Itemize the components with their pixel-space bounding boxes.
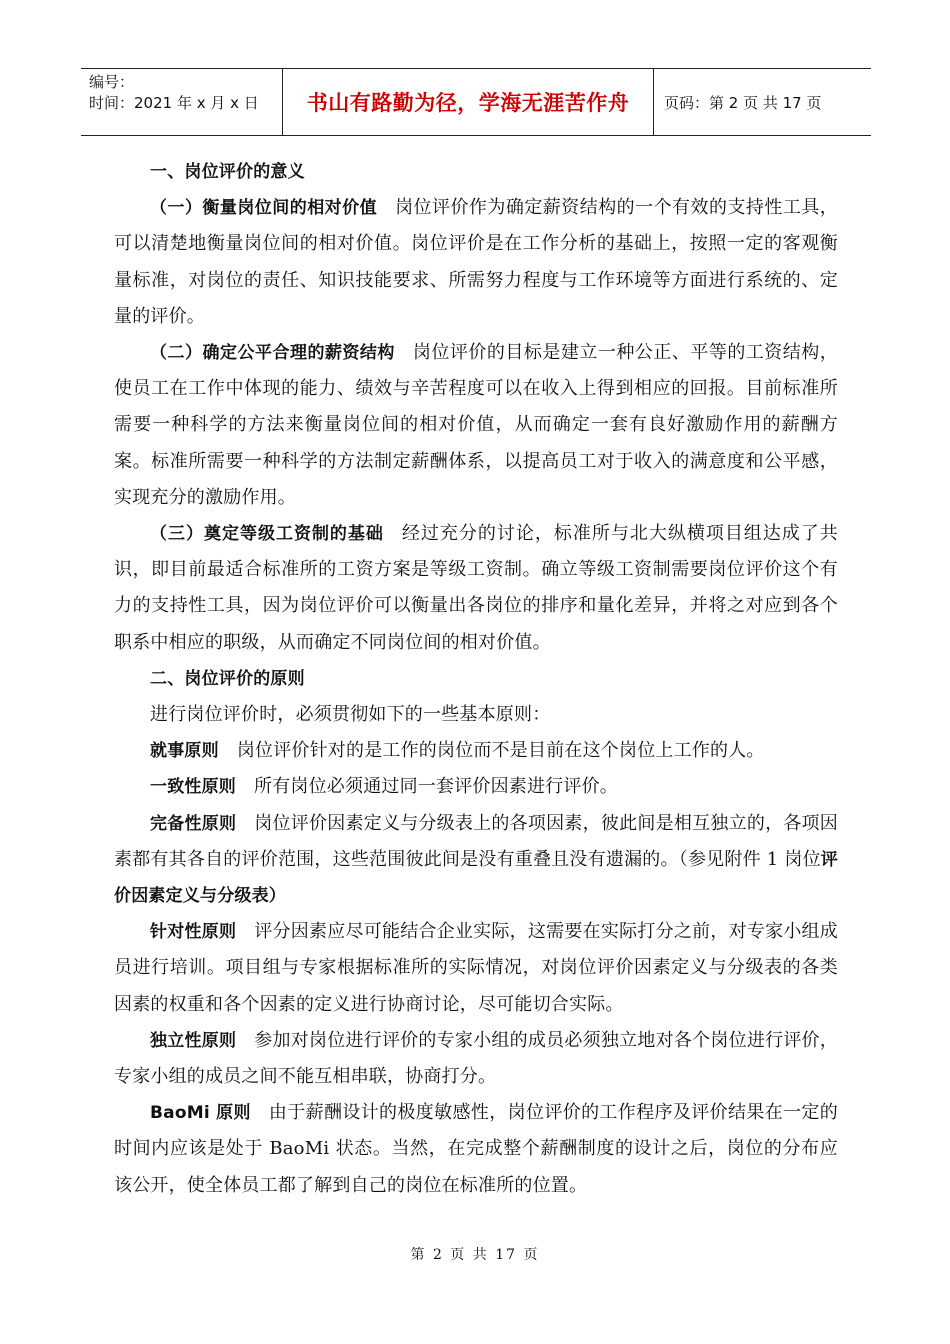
header-meta xyxy=(81,69,282,135)
paragraph xyxy=(114,516,838,661)
paragraph-term: 一致性原则 xyxy=(150,777,236,798)
paragraph xyxy=(114,1023,838,1095)
paragraph xyxy=(114,335,838,516)
paragraph xyxy=(114,1095,838,1204)
paragraph-text: 所有岗位必须通过同一套评价因素进行评价。 xyxy=(254,776,618,798)
paragraph-term: 独立性原则 xyxy=(150,1030,237,1051)
document-number-label: 编号： xyxy=(89,73,135,91)
paragraph-term: （一）衡量岗位间的相对价值 xyxy=(150,198,378,219)
paragraph-text: 岗位评价因素定义与分级表上的各项因素，彼此间是相互独立的，各项因素都有其各自的评价范围，这些范围彼此间是没有重叠且没有遗漏的。（参见附件 1 岗位 xyxy=(114,812,839,870)
section-heading xyxy=(114,154,838,190)
paragraph-text: 岗位评价的目标是建立一种公正、平等的工资结构，使员工在工作中体现的能力、绩效与辛苦程度可以在收入上得到相应的回报。目前标准所需要一种科学的方法来衡量岗位间的相对价值，从而确定一套有良好激励作用的薪酬方案。标准所需要一种科学的方法制定薪酬体系，以提高员工对于收入的满意度和公平感，实现充分的激励作用。 xyxy=(114,342,838,508)
paragraph-term: 针对性原则 xyxy=(150,922,237,943)
paragraph-text: 进行岗位评价时，必须贯彻如下的一些基本原则： xyxy=(150,704,551,726)
paragraph xyxy=(114,190,838,335)
paragraph-text: 岗位评价作为确定薪资结构的一个有效的支持性工具，可以清楚地衡量岗位间的相对价值。岗位评价是在工作分析的基础上，按照一定的客观衡量标准，对岗位的责任、知识技能要求、所需努力程度与工作环境等方面进行系统的、定量的评价。 xyxy=(114,197,838,327)
paragraph-term: 完备性原则 xyxy=(150,813,237,834)
header-page-label: 页码：第 2 页 共 17 页 xyxy=(664,93,822,112)
paragraph xyxy=(114,733,838,769)
paragraph-text: 经过充分的讨论，标准所与北大纵横项目组达成了共识，即目前最适合标准所的工资方案是等级工资制。确立等级工资制需要岗位评价这个有力的支持性工具，因为岗位评价可以衡量出各岗位的排序和量化差异，并将之对应到各个职系中相应的职级，从而确定不同岗位间的相对价值。 xyxy=(114,523,838,653)
heading-text: 二、岗位评价的原则 xyxy=(150,668,305,689)
paragraph xyxy=(114,769,838,805)
page-footer: 第 2 页 共 17 页 xyxy=(410,1247,540,1263)
paragraph-text: 由于薪酬设计的极度敏感性，岗位评价的工作程序及评价结果在一定的时间内应该是处于 BaoMi 状态。当然，在完成整个薪酬制度的设计之后，岗位的分布应该公开，使全体员工都了解到自己的岗位在标准所的位置。 xyxy=(114,1102,839,1196)
paragraph xyxy=(114,697,838,733)
paragraph xyxy=(114,806,838,915)
paragraph-term: （二）确定公平合理的薪资结构 xyxy=(150,343,395,364)
paragraph-bold-tail: 评价因素定义与分级表） xyxy=(114,849,838,907)
header-motto: 书山有路勤为径，学海无涯苦作舟 xyxy=(282,69,654,135)
paragraph-term: BaoMi 原则 xyxy=(150,1103,251,1124)
paragraph-term: 就事原则 xyxy=(150,741,219,762)
document-date-label: 时间：2021 年 x 月 x 日 xyxy=(89,94,259,112)
paragraph-text: 参加对岗位进行评价的专家小组的成员必须独立地对各个岗位进行评价，专家小组的成员之间不能互相串联，协商打分。 xyxy=(114,1029,839,1088)
paragraph-text: 评分因素应尽可能结合企业实际，这需要在实际打分之前，对专家小组成员进行培训。项目组与专家根据标准所的实际情况，对岗位评价因素定义与分级表的各类因素的权重和各个因素的定义进行协商讨论，尽可能切合实际。 xyxy=(114,921,839,1015)
page-header xyxy=(81,68,871,136)
section-heading xyxy=(114,661,838,697)
document-body xyxy=(114,154,838,1204)
paragraph-text: 岗位评价针对的是工作的岗位而不是目前在这个岗位上工作的人。 xyxy=(236,740,765,762)
paragraph xyxy=(114,914,838,1023)
heading-text: 一、岗位评价的意义 xyxy=(150,162,305,182)
paragraph-term: （三）奠定等级工资制的基础 xyxy=(150,524,384,545)
